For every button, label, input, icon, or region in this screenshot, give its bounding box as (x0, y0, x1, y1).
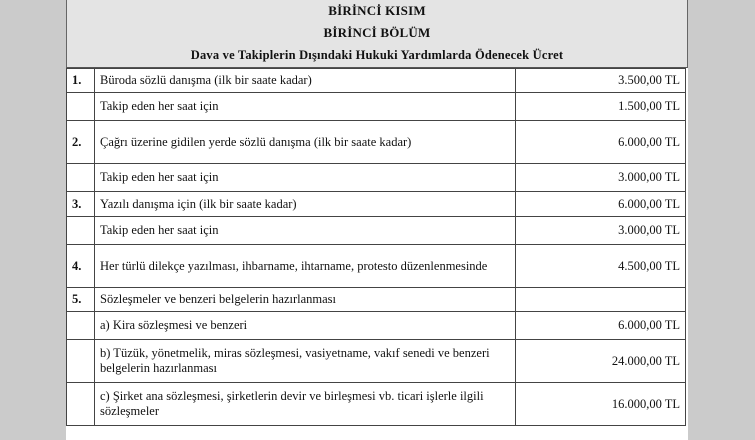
row-description: Takip eden her saat için (95, 164, 516, 192)
row-number: 3. (67, 192, 95, 217)
row-number (67, 93, 95, 121)
table-row (67, 93, 686, 121)
table-row (67, 312, 686, 340)
row-description: Takip eden her saat için (95, 217, 516, 245)
row-description: c) Şirket ana sözleşmesi, şirketlerin devir ve birleşmesi vb. ticari işlerle ilgili sözleşmeler (95, 383, 516, 426)
row-number (67, 217, 95, 245)
table-row (67, 69, 686, 93)
table-header (66, 0, 688, 68)
table-row (67, 121, 686, 164)
row-description: Her türlü dilekçe yazılması, ihbarname, ihtarname, protesto düzenlenmesinde (95, 245, 516, 288)
row-number: 5. (67, 288, 95, 312)
table-row (67, 340, 686, 383)
table-row (67, 288, 686, 312)
table-row (67, 383, 686, 426)
fee-schedule-page (66, 0, 688, 440)
row-amount: 1.500,00 TL (516, 93, 686, 121)
row-number: 1. (67, 69, 95, 93)
row-description: Takip eden her saat için (95, 93, 516, 121)
row-description: Büroda sözlü danışma (ilk bir saate kadar) (95, 69, 516, 93)
row-number (67, 312, 95, 340)
row-description: Yazılı danışma için (ilk bir saate kadar) (95, 192, 516, 217)
row-amount: 6.000,00 TL (516, 192, 686, 217)
row-amount: 4.500,00 TL (516, 245, 686, 288)
row-number: 2. (67, 121, 95, 164)
row-amount (516, 288, 686, 312)
row-description: b) Tüzük, yönetmelik, miras sözleşmesi, vasiyetname, vakıf senedi ve benzeri belgelerin hazırlanması (95, 340, 516, 383)
row-description: Sözleşmeler ve benzeri belgelerin hazırlanması (95, 288, 516, 312)
table-row (67, 192, 686, 217)
fee-table (66, 68, 686, 426)
table-row (67, 245, 686, 288)
table-row (67, 217, 686, 245)
row-amount: 16.000,00 TL (516, 383, 686, 426)
row-description: a) Kira sözleşmesi ve benzeri (95, 312, 516, 340)
row-number (67, 383, 95, 426)
row-number: 4. (67, 245, 95, 288)
part-title: BİRİNCİ KISIM (328, 3, 426, 18)
row-number (67, 164, 95, 192)
section-title: BİRİNCİ BÖLÜM (323, 25, 431, 40)
row-description: Çağrı üzerine gidilen yerde sözlü danışma (ilk bir saate kadar) (95, 121, 516, 164)
row-amount: 3.000,00 TL (516, 217, 686, 245)
row-amount: 3.500,00 TL (516, 69, 686, 93)
row-amount: 3.000,00 TL (516, 164, 686, 192)
table-title: Dava ve Takiplerin Dışındaki Hukuki Yardımlarda Ödenecek Ücret (190, 48, 564, 62)
row-number (67, 340, 95, 383)
row-amount: 24.000,00 TL (516, 340, 686, 383)
table-row (67, 164, 686, 192)
row-amount: 6.000,00 TL (516, 121, 686, 164)
row-amount: 6.000,00 TL (516, 312, 686, 340)
